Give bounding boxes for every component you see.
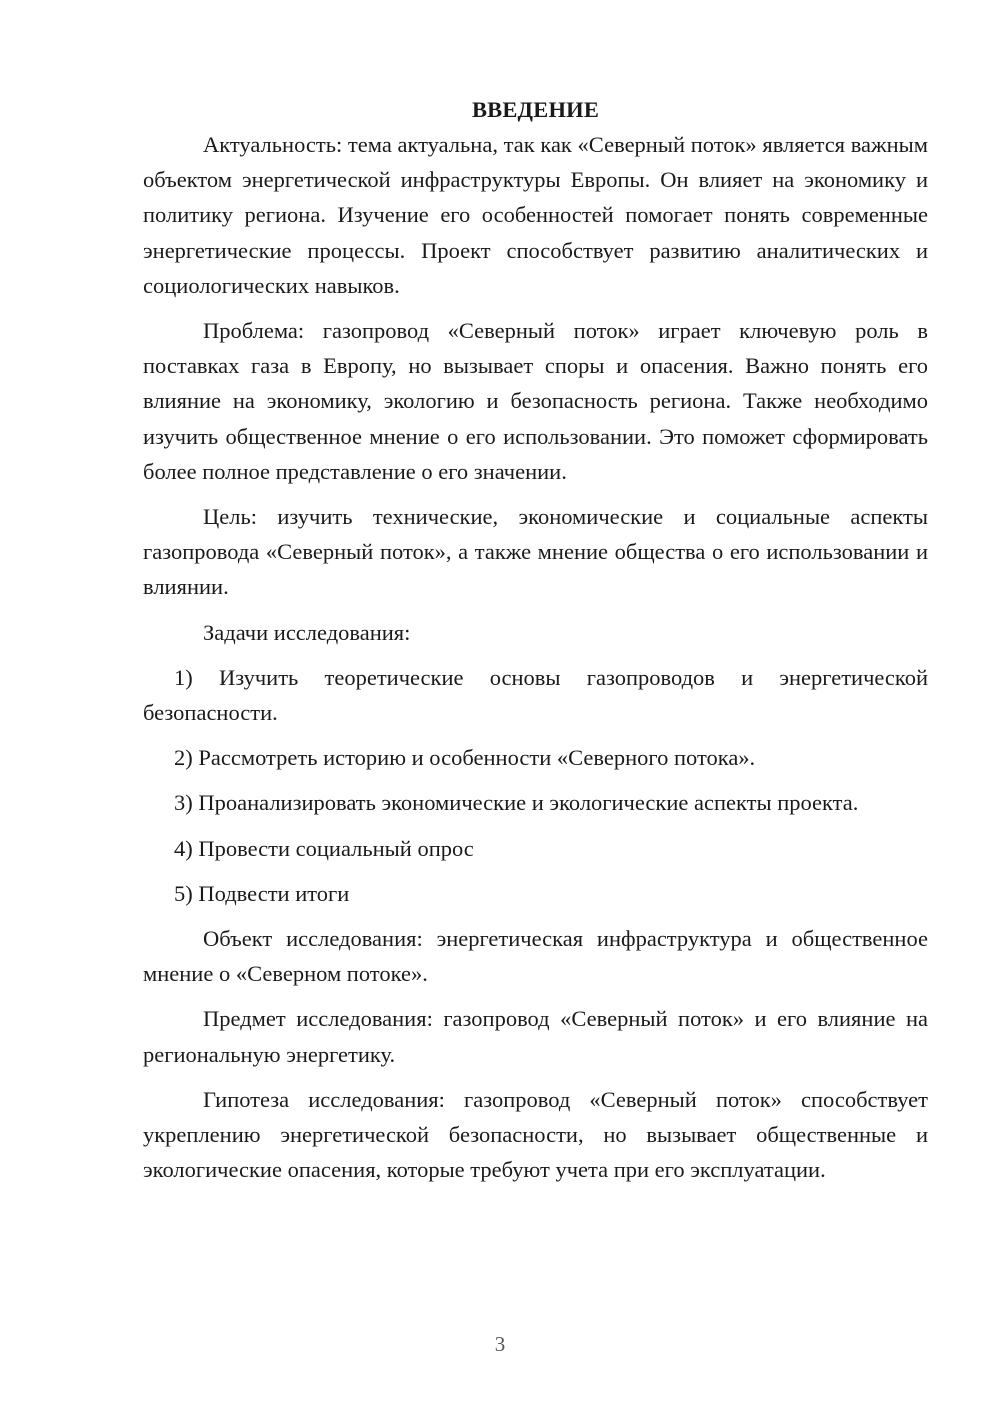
page-content (143, 92, 928, 1197)
paragraph-object: Объект исследования: энергетическая инфраструктура и общественное мнение о «Северном потоке». (143, 926, 928, 987)
task-item-4: 4) Провести социальный опрос (174, 835, 474, 861)
paragraph-problem: Проблема: газопровод «Северный поток» играет ключевую роль в поставках газа в Европу, но вызывает споры и опасения. Важно понять его влияние на экономику, экологию и безопасность региона. Также необходимо изучить общественное мнение о его использовании. Это поможет сформировать более полное представление о его значении. (143, 318, 928, 484)
task-item-5: 5) Подвести итоги (174, 880, 350, 906)
paragraph-hypothesis: Гипотеза исследования: газопровод «Северный поток» способствует укреплению энергетической безопасности, но вызывает общественные и экологические опасения, которые требуют учета при его эксплуатации. (143, 1086, 928, 1183)
paragraph-relevance: Актуальность: тема актуальна, так как «Северный поток» является важным объектом энергетической инфраструктуры Европы. Он влияет на экономику и политику региона. Изучение его особенностей помогает понять современные энергетические процессы. Проект способствует развитию аналитических и социологических навыков. (143, 132, 928, 298)
section-title: ВВЕДЕНИЕ (471, 97, 600, 122)
task-item-3: 3) Проанализировать экономические и экологические аспекты проекта. (174, 790, 859, 816)
task-item-1: 1) Изучить теоретические основы газопроводов и энергетической безопасности. (143, 664, 928, 726)
tasks-heading: Задачи исследования: (203, 619, 411, 645)
paragraph-subject: Предмет исследования: газопровод «Северный поток» и его влияние на региональную энергетику. (143, 1006, 928, 1067)
task-item-2: 2) Рассмотреть историю и особенности «Северного потока». (174, 745, 756, 771)
paragraph-goal: Цель: изучить технические, экономические и социальные аспекты газопровода «Северный поток», а также мнение общества о его использовании и влиянии. (143, 504, 928, 600)
page-number: 3 (494, 1332, 506, 1356)
